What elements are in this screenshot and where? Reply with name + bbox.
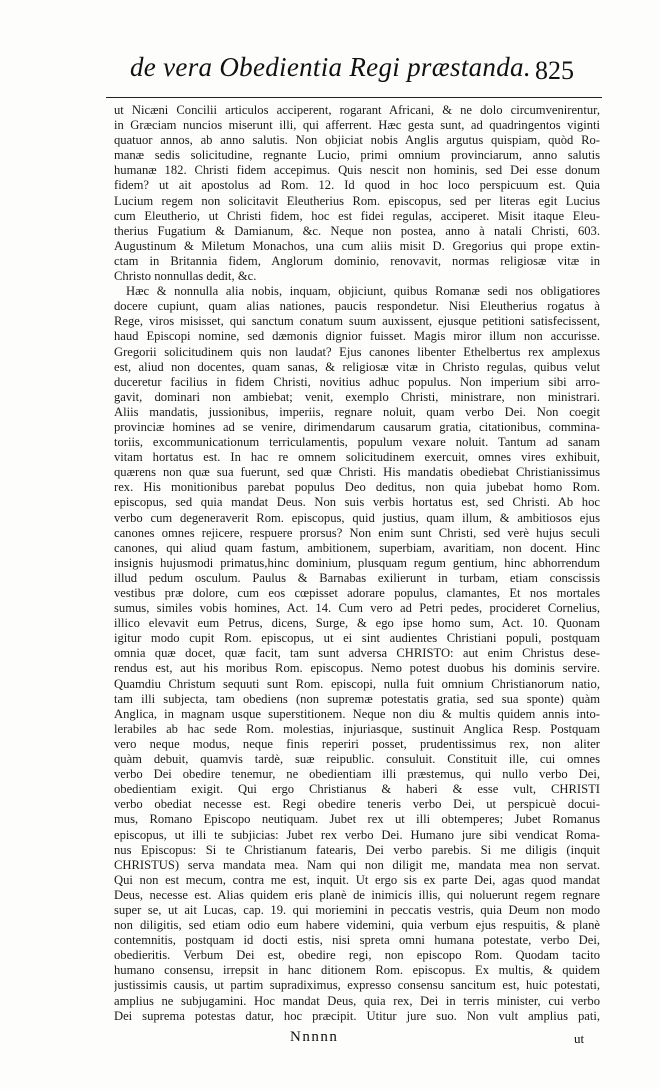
text-line: haud Episcopi nomine, sed dæmonis dignior fuisset. Magis miror illum non accurisse. (114, 329, 600, 344)
text-line: tam illi subjecta, tam obediens (non supremæ potestatis gratia, sed sua sponte) quàm (114, 691, 600, 706)
text-line: super se, ut ait Lucas, cap. 19. qui moriemini in peccatis vestris, quia Deum non modo (114, 902, 600, 917)
text-line: lerabiles ab hac sede Rom. molestias, injuriasque, sustinuit Anglica Resp. Postquam (114, 721, 600, 736)
text-line: toriis, excommunicationum terriculamentis, populum vexare noluit. Tantum ad sanam (114, 435, 600, 450)
text-line: Augustinum & Miletum Monachos, una cum aliis misit D. Gregorius qui prope extin- (114, 238, 600, 253)
text-line: illico elevavit eum Petrus, dicens, Surge, & ego ipse homo sum, Act. 10. Quonam (114, 616, 600, 631)
text-line: Rege, viros misisset, qui sanctum conatum suum auxissent, ejusque petitioni satisfecissent, (114, 314, 600, 329)
text-line: omnia quæ docet, quæ facit, tam sunt adversa CHRISTO: aut enim Christus dese- (114, 646, 600, 661)
text-line: Lucium regem non solicitavit Eleutherius Rom. episcopus, sed per literas egit Lucius (114, 193, 600, 208)
text-line: obedientiam exigit. Qui ergo Christianus & haberi & esse vult, CHRISTI (114, 782, 600, 797)
text-line: humanæ 182. Christi fidem accepimus. Quis nescit non hominis, sed Dei esse donum (114, 163, 600, 178)
text-line: obedieritis. Verbum Dei est, obedire regi, non episcopo Rom. Quodam tacito (114, 948, 600, 963)
text-line: cum Eleutherio, ut Christi fidem, hoc est fidei regulas, acciperet. Misit itaque Eleu- (114, 208, 600, 223)
text-line: vestibus præ dolore, cum eos cœpisset adorare populus, clamantes, Et nos mortales (114, 586, 600, 600)
text-line: nus Episcopus: Si te Christianum fatearis, Dei verbo parebis. Si me diligis (inquit (114, 842, 600, 857)
text-line: Christo nonnullas dedit, &c. (114, 269, 257, 284)
text-line: ut Nicæni Concilii articulos acciperent, rogarant Africani, & ne dolo circumvenirentur, (114, 103, 600, 117)
catchword: ut (574, 1031, 585, 1046)
text-line: insignis hujusmodi primatus,hinc dominium, plusquam regum gentium, hinc abhorrendum (114, 555, 600, 570)
text-line: amplius ne subjugamini. Hoc mandat Deus, quia rex, Dei in terris minister, cui verbo (114, 993, 600, 1008)
text-line: sumus, similes vobis homines, Act. 14. Cum vero ad Petri pedes, procideret Cornelius, (114, 601, 600, 616)
signature-mark: Nnnnn (290, 1029, 339, 1045)
text-line: Deus, necesse est. Alias quidem eris planè de inimicis illis, qui noluerunt regem regnare (114, 887, 600, 902)
text-line: manæ sedis solicitudine, regnante Lucio, primi omnium provinciarum, anno salutis (114, 148, 600, 163)
text-line: igitur modo cupit Rom. episcopus, ut ei sint audientes Christiani populi, postquam (114, 631, 600, 646)
text-line: rendus est, aut his moribus Rom. episcopus. Nemo potest duobus his dominis servire. (114, 661, 600, 676)
text-line: duceretur facilius in fidem Christi, novitius adhuc populus. Non imperium sibi arro- (114, 374, 600, 389)
text-line: justissimis causis, ut partim supradiximus, expresso consensu sancitum est, huic potestati, (114, 978, 600, 993)
text-line: verbo obediat necesse est. Regi obedire teneris verbo Dei, ut perspicuè docui- (114, 797, 600, 812)
text-line: provinciæ homines ad se venire, dirimendarum causarum gratia, citationibus, commina- (114, 419, 600, 434)
text-line: illud pedum osculum. Paulus & Barnabas exilierunt in turbam, etiam conscissis (114, 570, 600, 585)
text-line: in Græciam nuncios miserunt illi, qui afferrent. Hæc gesta sunt, ad quadringentos viginti (114, 118, 600, 133)
text-line: canones omnes rejicere, respuere prorsus? Non enim sunt Christi, sed verè hujus seculi (114, 525, 600, 540)
text-line: vitam hortatus est. In hac re omnem solicitudinem exercuit, omnes vires exhibuit, (114, 450, 600, 465)
text-line: CHRISTUS) serva mandata mea. Nam qui non diligit me, mandata mea non servat. (114, 857, 600, 872)
text-line: Dei suprema potestas datur, hoc præcipit. Utitur jure suo. Non vult amplius pati, (114, 1008, 600, 1023)
text-line: contemnitis, postquam id docti estis, nisi spreta omni humana potestate, verbo Dei, (114, 933, 600, 948)
text-line: Aliis mandatis, jussionibus, imperiis, regnare noluit, quam verbo Dei. Non coegit (114, 404, 600, 419)
text-line: canones, qui aliud quam fastum, ambitionem, superbiam, avaritiam, non docent. Hinc (114, 540, 600, 555)
text-line: verbo Dei obedire tenemur, ne obedientiam illi præstemus, qui nullo verbo Dei, (114, 767, 600, 782)
text-line: quærens non quæ sua fuerunt, sed quæ Christi. His mandatis obediebat Christianissimus (114, 465, 600, 480)
text-line: humano consensu, irrepsit in hanc ditionem Rom. episcopus. Ex multis, & quidem (114, 963, 600, 978)
text-line: ctam in Britannia fidem, Anglorum dominio, renovavit, normas religiosæ vitæ in (114, 253, 600, 268)
text-line: verbo cum degeneraverit Rom. episcopus, quid justius, quam illum, & ambitiosos ejus (114, 510, 600, 525)
page-number: 825 (535, 56, 574, 85)
text-line: Anglica, in magnam usque superstitionem. Neque non diu & multis quidem annis into- (114, 706, 600, 721)
text-line: Hæc & nonnulla alia nobis, inquam, objiciunt, quibus Romanæ sedi nos obligatiores (126, 284, 600, 299)
text-line: Gregorii solicitudinem quis non laudat? Ejus canones libenter Ethelbertus rex amplexus (114, 344, 600, 359)
text-line: non diligitis, sed etiam odio eum habere videmini, quia verbum ejus respuitis, & planè (114, 918, 600, 933)
text-line: mus, Romano Episcopo neutiquam. Jubet rex ut illi obtemperes; Jubet Romanus (114, 812, 600, 827)
text-line: episcopus, sed quia mandat Deus. Non suis verbis hortatus est, sed Christi. Ab hoc (114, 495, 600, 510)
text-line: episcopus, ut illi te subjicias: Jubet rex verbo Dei. Humano jure sibi vendicat Roma- (114, 827, 600, 842)
text-line: rex. His monitionibus parebat populus Deo deditus, non quia jubebat homo Rom. (114, 480, 600, 495)
text-line: Qui non est mecum, contra me est, inquit. Ut ergo sis ex parte Dei, agas quod mandat (114, 872, 600, 887)
text-line: docere cupiunt, quam alias nationes, paucis respondetur. Nisi Eleutherius rogatus à (114, 299, 600, 314)
text-line: therius Fugatium & Damianum, &c. Neque non postea, anno à natali Christi, 603. (114, 223, 600, 238)
header-rule (106, 97, 602, 98)
body-text (114, 103, 600, 1024)
text-line: Quamdiu Christum sequuti sunt Rom. episcopi, nulla fuit omnium Christianorum natio, (114, 676, 600, 691)
text-line: quatuor annos, ab anno salutis. Non objiciat nobis Anglis argutus quispiam, quòd Ro- (114, 133, 600, 148)
running-title: de vera Obedientia Regi præstanda. (130, 52, 531, 82)
text-line: quàm debuit, quamvis tardè, suæ reipublic. consuluit. Constituit ille, cui omnes (114, 752, 600, 767)
text-line: vero neque modus, neque finis reperiri posset, prudentissimus rex, non aliter (114, 736, 600, 751)
text-line: est, aliud non docentes, quam sanas, & religiosæ vitæ in Christo regulas, quibus velut (114, 359, 600, 374)
text-line: gavit, dominari non ambiebat; venit, exemplo Christi, ministrare, non ministrari. (114, 389, 600, 404)
text-line: fidem? ut ait apostolus ad Rom. 12. Id quod in hoc loco perspicuum est. Quia (114, 178, 600, 193)
